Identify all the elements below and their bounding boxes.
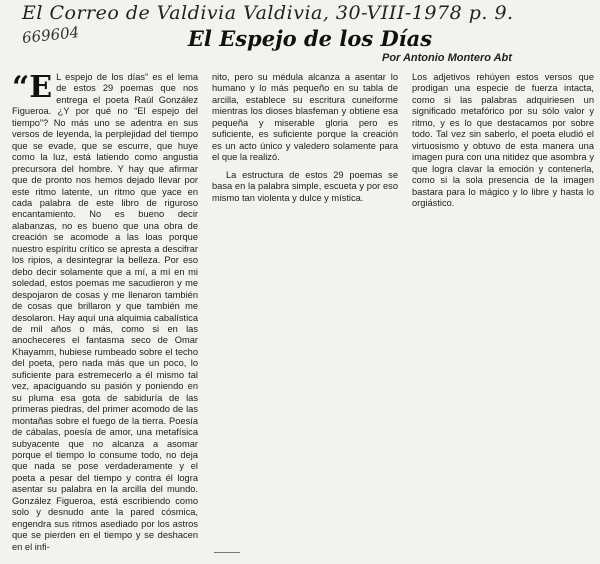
column-3-paragraph-1: Los adjetivos rehúyen estos versos que prodigan una especie de fuerza intacta, como si las palabras adquiriesen un significado metafórico por su sólo valor y ritmo, y es lo que destacamos por sobre todo. Tal vez sin saberlo, el poeta eludió el virtuosismo y obtuvo de esta manera una imagen pura con una nitidez que asombra y que logra clavar la emoción y contenerla, como si la sola presencia de la imagen bastara para lo mágico y lo libre y hasta lo orgiástico. [412, 72, 594, 208]
drop-cap: “E [12, 72, 53, 105]
article-byline: Por Antonio Montero Abt [382, 52, 512, 64]
article-column-3 [412, 72, 594, 232]
article-column-2 [212, 72, 398, 232]
article-column-1 [12, 72, 198, 556]
column-1-paragraph-1: L espejo de los días” es el lema de estos 29 poemas que nos entrega el poeta Raúl González Figueroa. ¿Y por qué no “El espejo del tiempo”? No más uno se adentra en sus versos de leyenda, la perplejidad del tiempo que se evade, que se escurre, que huye como la luz, está latiendo como angustia precursora del hombre. Y hay que afirmar que de pronto nos hemos dejado llevar por este ritmo latente, un ritmo que yace en cada palabra de este libro de riguroso encantamiento. No es bueno decir alabanzas, no es bueno que una obra de creación se acomode a las loas porque nuestro espíritu crítico se apresta a descifrar los ripios, a desintegrar la belleza. Por eso debo decir solamente que a mí, a mí en mi soledad, estos poemas me sacudieron y me despojaron de cosas y me llenaron también de cosas que brillaron y que también me desolaron. Hay aquí una alquimia cabalística de mil años o más, como si en las anocheceres el fantasma seco de Omar Khayamm, hubiese rumbeado sobre el techo del poeta, pero nada más que un poco, lo suficiente para estremecerlo a él mismo tal vez, apaciguando su pasión y poniendo en su pluma esa gota de sabiduría de las primeras piedras, del primer acomodo de las montañas sobre el fuego de la tierra. Poesía de cábalas, poesía de amor, una metafísica subyacente que no alcanza a asomar porque el tiempo lo consume todo, no deja que nada se pose verdaderamente y el poeta a pesar del tiempo y contra él logra asentar su palabra en la arcilla del mundo. González Figueroa, está escribiendo como solo y desnudo ante la pared cósmica, engendra sus ritmos asediado por los astros que se pierden en el tiempo y se deshacen en el infi- [12, 72, 198, 552]
column-end-rule [214, 552, 240, 553]
handwritten-source-note: El Correo de Valdivia Valdivia, 30-VIII-1978 p. 9. [22, 2, 514, 24]
article-title: El Espejo de los Días [187, 26, 433, 51]
column-2-paragraph-2: La estructura de estos 29 poemas se basa en la palabra simple, escueta y por eso mismo tan violenta y dulce y mística. [212, 169, 398, 203]
archive-number-mark: 669604 [21, 23, 81, 47]
column-2-paragraph-1: nito, pero su médula alcanza a asentar lo humano y lo más pequeño en su tabla de arcilla, establece su escritura cuneiforme mientras los dioses blasfeman y obtiene esa pequeña y miserable gloria pero es suficiente, es suficiente porque la creación es un acto único y valedero solamente para el que la realizó. [212, 72, 398, 163]
